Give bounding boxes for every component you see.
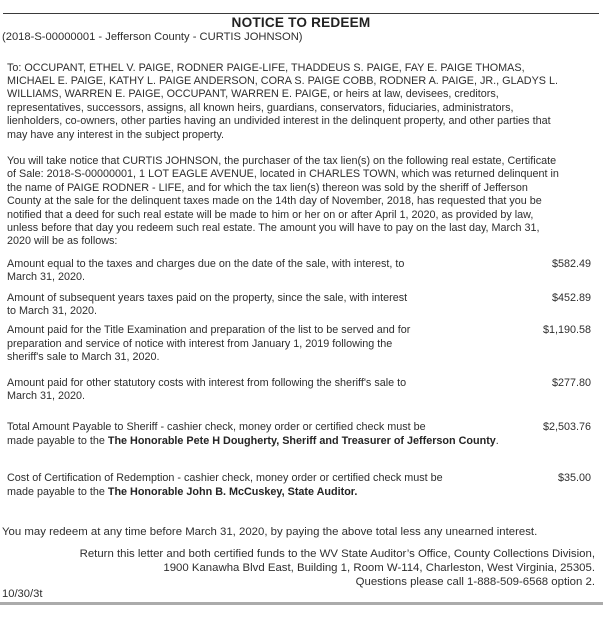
line-item-subsequent-taxes xyxy=(7,292,595,319)
line-item-description: Amount equal to the taxes and charges due on the date of the sale, with interest, to March 31, 2020. xyxy=(7,257,405,284)
line-item-description: Amount paid for other statutory costs with interest from following the sheriff's sale to March 31, 2020. xyxy=(7,376,407,403)
line-item-description: Amount of subsequent years taxes paid on the property, since the sale, with interest to March 31, 2020. xyxy=(7,291,408,317)
line-item-amount: $277.80 xyxy=(551,376,591,389)
redeem-deadline-line: You may redeem at any time before March 31, 2020, by paying the above total less any unearned interest. xyxy=(2,526,538,539)
line-item-taxes-due xyxy=(7,258,595,285)
line-item-statutory-costs xyxy=(7,377,595,404)
case-number-line: (2018-S-00000001 - Jefferson County - CURTIS JOHNSON) xyxy=(2,31,303,43)
recipients-paragraph: To: OCCUPANT, ETHEL V. PAIGE, RODNER PAIGE-LIFE, THADDEUS S. PAIGE, FAY E. PAIGE THOMAS, MICHAEL E. PAIGE, KATHY L. PAIGE ANDERSON, CORA S. PAIGE COBB, RODNER A. PAIGE, JR., GLADYS L. WILLIAMS, WARREN E. PAIGE, OCCUPANT, WARREN E. PAIGE, or heirs at law, devisees, creditors, representatives, successors, assigns, all known heirs, guardians, conservators, fiduciaries, administrators, lienholders, co-owners, other parties having an undivided interest in the delinquent property, and other parties that may have any interest in the subject property. xyxy=(7,61,558,141)
line-item-description: Amount paid for the Title Examination and preparation of the list to be served and for preparation and service of notice with interest from January 1, 2019 following the sheriff's sale to March 31, 2020. xyxy=(7,324,411,364)
bottom-rule xyxy=(0,602,603,605)
charges-table xyxy=(7,258,595,499)
line-item-amount: $582.49 xyxy=(551,257,591,270)
line-item-amount: $35.00 xyxy=(557,472,591,485)
top-rule xyxy=(3,13,599,14)
line-item-description: Cost of Certification of Redemption - cashier check, money order or certified check must be made payable to the The Honorable John B. McCuskey, State Auditor. xyxy=(7,472,443,498)
page-title: NOTICE TO REDEEM xyxy=(231,15,371,30)
line-item-total-sheriff xyxy=(7,421,595,448)
sheriff-payee-name: The Honorable Pete H Dougherty, Sheriff and Treasurer of Jefferson County xyxy=(107,434,496,447)
line-item-title-examination xyxy=(7,324,595,364)
line-item-amount: $2,503.76 xyxy=(542,421,591,434)
line-item-amount: $452.89 xyxy=(551,291,591,304)
line-item-certification-redemption xyxy=(7,472,595,499)
auditor-payee-name: The Honorable John B. McCuskey, State Auditor. xyxy=(107,485,358,498)
publication-code: 10/30/3t xyxy=(2,587,43,600)
notice-paragraph: You will take notice that CURTIS JOHNSON, the purchaser of the tax lien(s) on the following real estate, Certificate of Sale: 2018-S-00000001, 1 LOT EAGLE AVENUE, located in CHARLES TOWN, which was returned delinquent in the name of PAIGE RODNER - LIFE, and for which the tax lien(s) thereon was sold by the sheriff of Jefferson County at the sale for the delinquent taxes made on the 14th day of November, 2018, has requested that you be notified that a deed for such real estate will be made to him or her on or after April 1, 2020, as provided by law, unless before that day you redeem such real estate. The amount you will have to pay on the last day, March 31, 2020 will be as follows: xyxy=(7,154,559,248)
return-instructions: Return this letter and both certified funds to the WV State Auditor’s Office, County Collections Division, 1900 Kanawha Blvd East, Building 1, Room W-114, Charleston, West Virginia, 25305. Questions please call 1-888-509-6568 option 2. xyxy=(79,547,595,588)
line-item-description: Total Amount Payable to Sheriff - cashier check, money order or certified check must be made payable to the The Honorable Pete H Dougherty, Sheriff and Treasurer of Jefferson County. xyxy=(7,421,499,447)
line-item-amount: $1,190.58 xyxy=(542,324,591,337)
